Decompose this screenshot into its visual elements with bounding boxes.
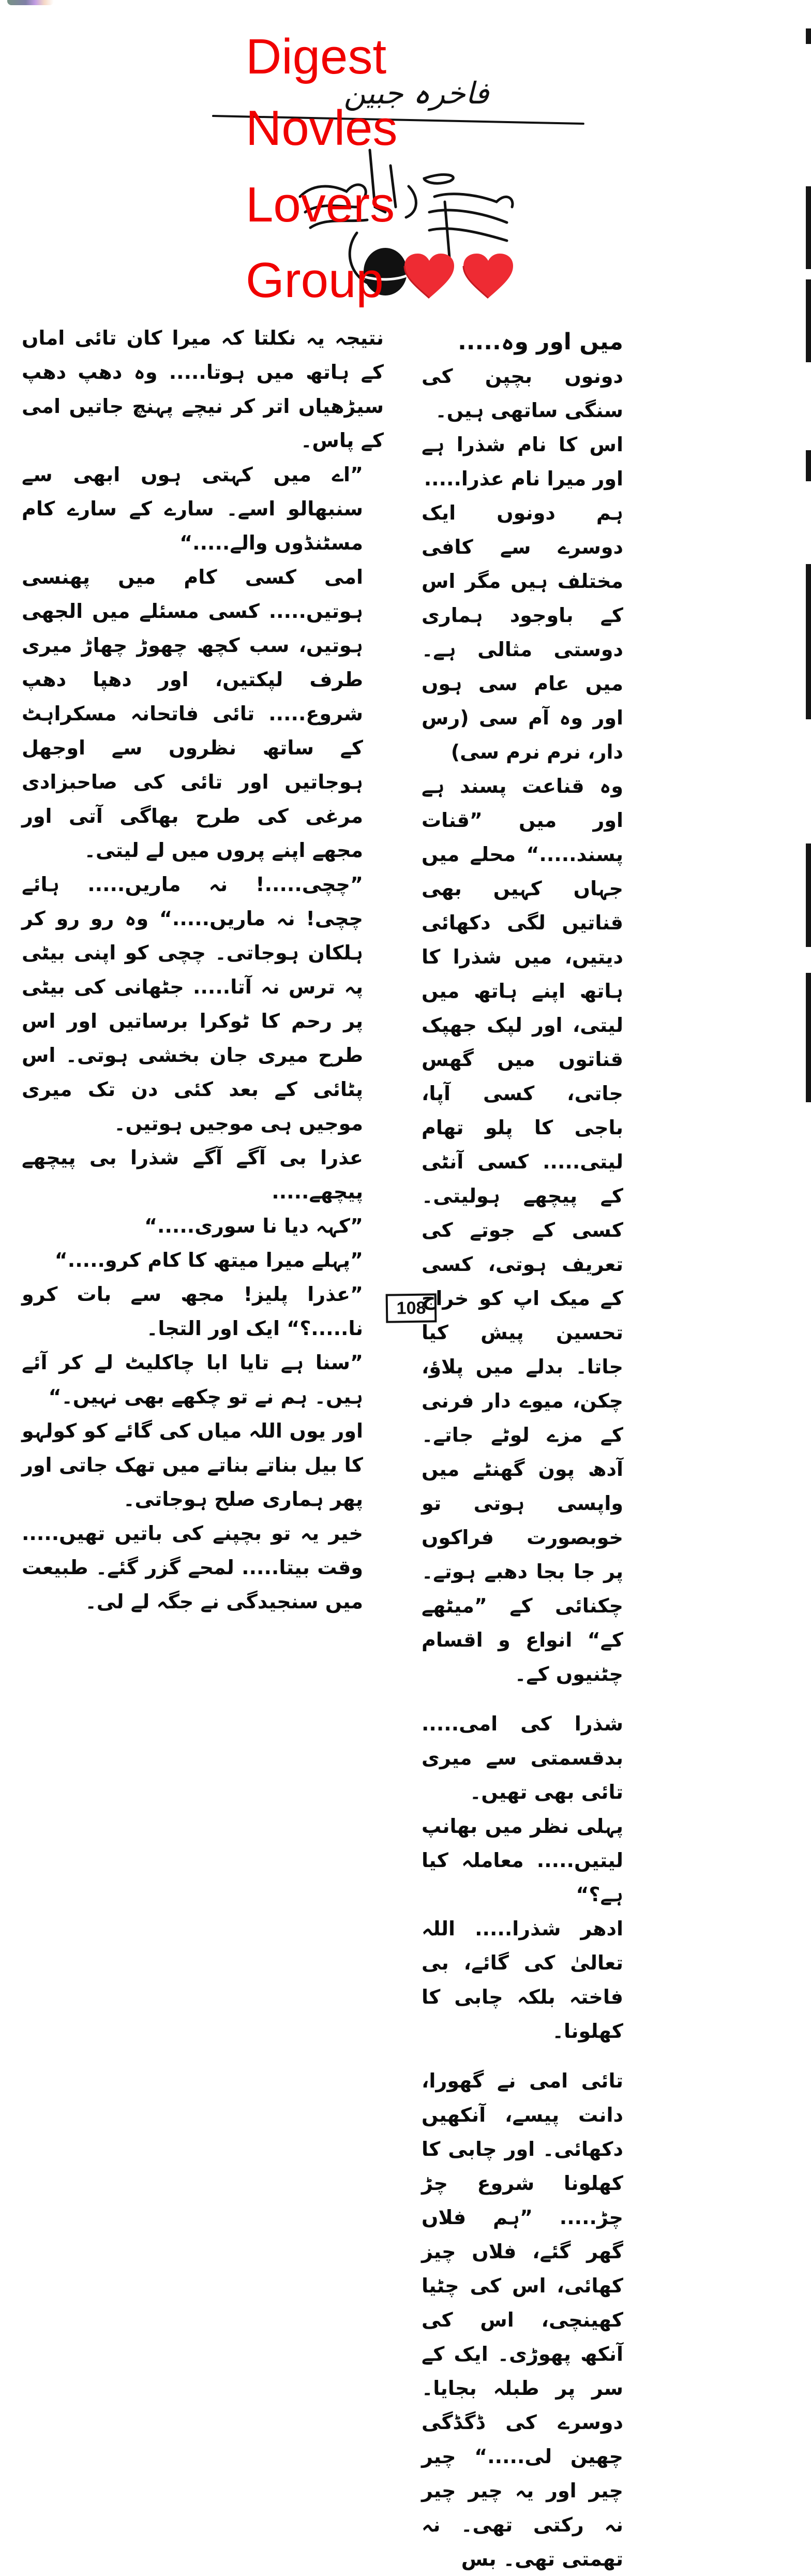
heart-icon xyxy=(403,253,455,300)
paragraph: ہم دونوں ایک دوسرے سے کافی مختلف ہیں مگر اس کے باوجود ہماری دوستی مثالی ہے۔ میں عام سی ہوں اور وہ آم سی (رس دار، نرم نرم سی) xyxy=(422,501,623,763)
paragraph: اس کا نام شذرا ہے اور میرا نام عذرا..... xyxy=(422,433,623,490)
watermark-hearts xyxy=(403,253,514,300)
paragraph: ”چچی.....! نہ ماریں..... ہائے چچی! نہ ماریں.....“ وہ رو رو کر ہلکان ہوجاتی۔ چچی کو اپنی بیٹی پہ ترس نہ آتا..... جٹھانی کی بیٹی پر رحم کا ٹوکرا برساتیں اور اس طرح میری جان بخشی ہوتی۔ اس پٹائی کے بعد کئی دن تک میری موجیں ہی موجیں ہوتیں۔ xyxy=(22,873,363,1135)
paragraph-gap xyxy=(422,1691,644,1707)
paragraph: ادھر شذرا..... اللہ تعالیٰ کی گائے، بی فاختہ بلکہ چابی کا کھلونا۔ xyxy=(422,1917,623,2042)
paragraph: نتیجہ یہ نکلتا کہ میرا کان تائی اماں کے ہاتھ میں ہوتا..... وہ دھپ دھپ سیڑھیاں اتر کر نیچے پہنچ جاتیں امی کے پاس۔ xyxy=(22,327,384,452)
paragraph: وہ قناعت پسند ہے اور میں ”قنات پسند.....“ محلے میں جہاں کہیں بھی قناتیں لگی دکھائی دیتیں، میں شذرا کا ہاتھ اپنے ہاتھ میں لیتی، اور لپک جھپک قناتوں میں گھس جاتی، کسی آپا، باجی کا پلو تھام لیتی..... کسی آنٹی کے پیچھے ہولیتی۔ کسی کے جوتے کی تعریف ہوتی، کسی کے میک اپ کو خراج تحسین پیش کیا جاتا۔ بدلے میں پلاؤ، چکن، میوے دار فرنی کے مزے لوٹے جاتے۔ آدھ پون گھنٹے میں واپسی ہوتی تو خوبصورت فراکوں پر جا بجا دھبے ہوتے۔ چکنائی کے ”میٹھے کے“ انواع و اقسام چٹنیوں کے۔ xyxy=(422,775,623,1685)
heart-icon xyxy=(462,253,514,300)
paragraph: شذرا کی امی..... بدقسمتی سے میری تائی بھی تھیں۔ xyxy=(422,1712,623,1803)
scan-corner-smudge xyxy=(7,0,54,5)
author-name: فاخرہ جبین xyxy=(343,76,489,111)
scan-edge-mark xyxy=(806,186,811,269)
scan-edge-mark xyxy=(806,973,811,1102)
watermark-line: Lovers xyxy=(246,177,395,232)
paragraph-gap xyxy=(422,2048,644,2064)
watermark-line: Novles xyxy=(246,100,398,156)
text-column-left xyxy=(22,321,384,1619)
paragraph: ”کہہ دیا نا سوری.....“ xyxy=(144,1215,363,1237)
paragraph: امی کسی کام میں پھنسی ہوتیں..... کسی مسئلے میں الجھی ہوتیں، سب کچھ چھوڑ چھاڑ میری طرف لپکتیں، اور دھپا دھپ شروع..... تائی فاتحانہ مسکراہٹ کے ساتھ نظروں سے اوجھل ہوجاتیں اور تائی کی صاحبزادی مرغی کی طرح بھاگی آتی اور مجھے اپنے پروں میں لے لیتی۔ xyxy=(22,566,363,862)
paragraph: تائی امی نے گھورا، دانت پیسے، آنکھیں دکھائی۔ اور چابی کا کھلونا شروع چڑ چڑ..... ”ہم فلاں گھر گئے، فلاں چیز کھائی، اس کی چٹیا کھینچی، اس کی آنکھ پھوڑی۔ ایک کے سر پر طبلہ بجایا۔ دوسرے کی ڈگڈگی چھین لی.....“ چیر چیر اور یہ چیر چیر نہ رکتی تھی۔ نہ تھمتی تھی۔ بس xyxy=(422,2069,623,2570)
scan-edge-mark xyxy=(806,843,811,947)
paragraph: پہلی نظر میں بھانپ لیتیں..... معاملہ کیا ہے؟“ xyxy=(422,1815,623,1906)
scan-edge-mark xyxy=(806,450,811,481)
paragraph: ”سنا ہے تایا ابا چاکلیٹ لے کر آئے ہیں۔ ہم نے تو چکھے بھی نہیں۔“ xyxy=(22,1351,363,1408)
page-number: 108 xyxy=(386,1293,437,1323)
paragraph: عذرا بی آگے آگے شذرا بی پیچھے پیچھے..... xyxy=(22,1146,363,1203)
paragraph: دونوں بچپن کی سنگی ساتھی ہیں۔ xyxy=(422,365,623,422)
paragraph: ”عذرا پلیز! مجھ سے بات کرو نا.....؟“ ایک اور التجا۔ xyxy=(22,1283,363,1340)
scan-edge-mark xyxy=(806,564,811,719)
watermark-line: Group xyxy=(246,253,384,308)
paragraph: ”اے میں کہتی ہوں ابھی سے سنبھالو اسے۔ سارے کے سارے کام مسٹنڈوں والے.....“ xyxy=(22,463,363,554)
paragraph: ”پہلے میرا میتھ کا کام کرو.....“ xyxy=(54,1249,363,1271)
scan-edge-mark xyxy=(806,279,811,362)
paragraph: میں اور وہ..... xyxy=(458,329,623,355)
paragraph: اور یوں اللہ میاں کی گائے کو کولہو کا بیل بناتے بناتے میں تھک جاتی اور پھر ہماری صلح ہوجاتی۔ xyxy=(22,1419,363,1511)
text-column-right xyxy=(422,325,644,2576)
watermark-line: Digest xyxy=(246,29,387,84)
scan-edge-mark xyxy=(806,28,811,44)
paragraph: خیر یہ تو بچپنے کی باتیں تھیں..... وقت بیتا..... لمحے گزر گئے۔ طبیعت میں سنجیدگی نے جگہ لے لی۔ xyxy=(22,1522,363,1613)
